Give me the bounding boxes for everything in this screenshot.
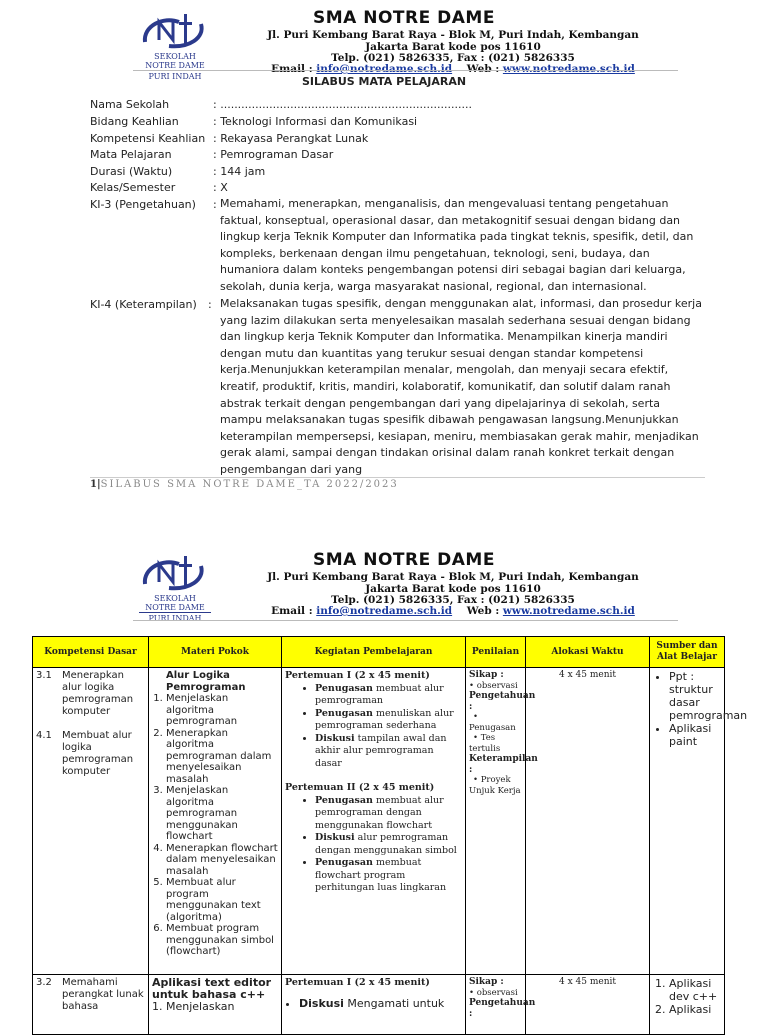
kd-number: 4.1 — [36, 730, 52, 741]
page-title: SILABUS MATA PELAJARAN — [301, 75, 467, 88]
letterhead-2 — [133, 550, 678, 640]
kegiatan-cell — [282, 975, 466, 1035]
phone-line: Telp. (021) 5826335, Fax : (021) 5826335 — [331, 52, 575, 64]
sikap-label: Sikap : — [469, 670, 504, 680]
web-label: Web : — [466, 63, 500, 75]
kd-text: Memahami perangkat lunak bahasa — [62, 977, 144, 1012]
school-logo — [133, 554, 223, 630]
page-footer: 1|SILABUS SMA NOTRE DAME_TA 2022/2023 — [90, 479, 399, 490]
footer-text: SILABUS SMA NOTRE DAME_TA 2022/2023 — [100, 479, 399, 490]
header-penilaian: Penilaian — [466, 637, 526, 668]
contact-line — [233, 605, 673, 617]
school-logo-icon — [139, 12, 211, 52]
school-name: SMA NOTRE DAME — [313, 8, 495, 28]
kd-number: 3.1 — [36, 670, 52, 681]
kd-text: Membuat alur logika pemrograman komputer — [62, 730, 134, 777]
field-label: Nama Sekolah — [90, 98, 170, 111]
web-link[interactable]: www.notredame.sch.id — [502, 605, 635, 617]
materi-list — [152, 693, 278, 958]
ki4-label: KI-4 (Keterampilan) — [90, 298, 197, 311]
table-header-row — [33, 637, 725, 668]
field-label: Durasi (Waktu) — [90, 165, 173, 178]
web-label: Web : — [466, 605, 500, 617]
meeting-title: Pertemuan II (2 x 45 menit) — [285, 782, 435, 793]
header-kompetensi-dasar: Kompetensi Dasar — [33, 637, 149, 668]
field-value: : Teknologi Informasi dan Komunikasi — [213, 115, 418, 128]
list-item: 1. Menjelaskan — [166, 1001, 278, 1013]
pengetahuan-label: Pengetahuan : — [469, 998, 536, 1019]
ki4-colon: : — [208, 298, 212, 311]
keterampilan-label: Keterampilan : — [469, 754, 538, 775]
sumber-list — [653, 977, 721, 1016]
materi-title: Aplikasi text editor untuk bahasa c++ — [152, 976, 272, 1001]
header-materi-pokok: Materi Pokok — [149, 637, 282, 668]
logo-text-1: SEKOLAH — [154, 594, 196, 603]
list-item: • Penugasan menuliskan alur pemrograman sederhana — [315, 708, 462, 733]
list-item: • Diskusi Mengamati untuk — [299, 998, 462, 1011]
ki4-text: Melaksanakan tugas spesifik, dengan menggunakan alat, informasi, dan prosedur kerja yang lazim dilakukan serta menyelesaikan masalah sederhana sesuai dengan bidang dan lingkup kerja Teknik Komputer dan Informatika. Menampilkan kinerja mandiri dengan mutu dan kuantitas yang terukur sesuai dengan standar kompetensi kerja.Menunjukkan keterampilan menalar, mengolah, dan menyaji secara efektif, kreatif, produktif, kritis, mandiri, kolaboratif, komunikatif, dan solutif dalam ranah abstrak terkait dengan pengembangan dari yang dipelajarinya di sekolah, serta mampu melaksanakan tugas spesifik dibawah pengawasan langsung.Menunjukkan keterampilan mempersepsi, kesiapan, meniru, membiasakan gerak mahir, menjadikan gerak alami, sampai dengan tindakan orisinal dalam ranah konkret terkait dengan pengembangan dari yang — [220, 297, 702, 476]
ki3-label: KI-3 (Pengetahuan) — [90, 198, 196, 211]
syllabus-table — [32, 636, 748, 1035]
kd-cell — [33, 975, 149, 1035]
field-value: : Rekayasa Perangkat Lunak — [213, 132, 369, 145]
field-value: : X — [213, 181, 228, 194]
alokasi-cell: 4 x 45 menit — [526, 975, 650, 1035]
list-item: 6. Membuat program menggunakan simbol (flowchart) — [166, 923, 278, 958]
keterampilan-item: • Proyek Unjuk Kerja — [469, 775, 521, 796]
school-logo-icon — [139, 554, 211, 594]
list-item: • Ppt : struktur dasar pemrograman — [669, 670, 721, 722]
penilaian-cell — [466, 975, 536, 1035]
materi-list — [152, 1001, 278, 1013]
materi-cell — [149, 668, 282, 975]
letterhead-divider — [133, 620, 678, 621]
logo-text-3: PURI INDAH — [148, 614, 202, 623]
address-line-2: Jakarta Barat kode pos 11610 — [365, 41, 541, 53]
list-item: 4. Menerapkan flowchart dalam menyelesaikan masalah — [166, 843, 278, 878]
header-sumber: Sumber dan Alat Belajar — [650, 637, 725, 668]
address-line-1: Jl. Puri Kembang Barat Raya - Blok M, Puri Indah, Kembangan — [267, 571, 639, 583]
field-value: : 144 jam — [213, 165, 266, 178]
field-label: Kompetensi Keahlian — [90, 132, 206, 145]
sumber-list — [653, 670, 748, 748]
footer-rule — [90, 477, 705, 478]
web-link[interactable]: www.notredame.sch.id — [502, 63, 635, 75]
field-label: Bidang Keahlian — [90, 115, 179, 128]
table-row — [33, 975, 725, 1035]
contact-line — [233, 63, 673, 75]
sumber-cell — [650, 975, 725, 1035]
logo-text-3: PURI INDAH — [148, 72, 202, 81]
list-item: 2. Menerapkan algoritma pemrograman dalam menyelesaikan masalah — [166, 728, 278, 786]
ki3-text: Memahami, menerapkan, menganalisis, dan mengevaluasi tentang pengetahuan faktual, konseptual, operasional dasar, dan metakognitif sesuai dengan bidang dan lingkup kerja Teknik Komputer dan Informatika pada tingkat teknis, spesifik, detil, dan kompleks, berkenaan dengan ilmu pengetahuan, teknologi, seni, budaya, dan humaniora dalam konteks pengembangan potensi diri sebagai bagian dari keluarga, sekolah, dunia kerja, warga masyarakat nasional, regional, dan internasional. — [220, 197, 694, 293]
sumber-cell — [650, 668, 748, 975]
header-kegiatan: Kegiatan Pembelajaran — [282, 637, 466, 668]
activity-list — [285, 998, 462, 1011]
email-link[interactable]: info@notredame.sch.id — [316, 605, 453, 617]
kegiatan-cell — [282, 668, 466, 975]
list-item: • Diskusi alur pemrograman dengan menggunakan simbol — [315, 832, 462, 857]
address-line-2: Jakarta Barat kode pos 11610 — [365, 583, 541, 595]
ki3-colon: : — [213, 198, 217, 211]
logo-text-1: SEKOLAH — [154, 52, 196, 61]
field-value: : Pemrograman Dasar — [213, 148, 334, 161]
kd-number: 3.2 — [36, 977, 52, 988]
field-label: Mata Pelajaran — [90, 148, 172, 161]
activity-list — [285, 683, 462, 771]
list-item: • Aplikasi paint — [669, 722, 721, 748]
school-name: SMA NOTRE DAME — [313, 550, 495, 570]
penilaian-cell — [466, 668, 538, 975]
email-label: Email : — [271, 63, 313, 75]
list-item: 1. Menjelaskan algoritma pemrograman — [166, 693, 278, 728]
meeting-title: Pertemuan I (2 x 45 menit) — [285, 670, 430, 681]
list-item: 5. Membuat alur program menggunakan text (algoritma) — [166, 877, 278, 923]
page-number: 1 — [90, 479, 97, 490]
list-item: • Diskusi tampilan awal dan akhir alur pemrograman dasar — [315, 733, 462, 771]
list-item: 2. Aplikasi — [669, 1003, 721, 1016]
sikap-item: • observasi — [469, 680, 518, 691]
address-line-1: Jl. Puri Kembang Barat Raya - Blok M, Puri Indah, Kembangan — [267, 29, 639, 41]
pengetahuan-item: • Penugasan — [469, 712, 516, 733]
pengetahuan-item: • Tes tertulis — [469, 733, 501, 754]
field-label: Kelas/Semester — [90, 181, 176, 194]
field-value: : ........................................................................ — [213, 98, 472, 111]
email-label: Email : — [271, 605, 313, 617]
sikap-label: Sikap : — [469, 977, 504, 987]
list-item: 3. Menjelaskan algoritma pemrograman menggunakan flowchart — [166, 785, 278, 843]
logo-rule — [139, 612, 211, 613]
sikap-item: • observasi — [469, 987, 518, 998]
kd-text: Menerapkan alur logika pemrograman komputer — [62, 670, 134, 717]
phone-line: Telp. (021) 5826335, Fax : (021) 5826335 — [331, 594, 575, 606]
letterhead-divider — [133, 70, 678, 71]
logo-text-2: NOTRE DAME — [145, 603, 205, 612]
meeting-title: Pertemuan I (2 x 45 menit) — [285, 977, 430, 988]
list-item: • Penugasan membuat alur pemrograman — [315, 683, 462, 708]
list-item: 1. Aplikasi dev c++ — [669, 977, 721, 1003]
materi-title: Alur Logika Pemrograman — [166, 670, 246, 693]
pengetahuan-label: Pengetahuan : — [469, 691, 536, 712]
email-link[interactable]: info@notredame.sch.id — [316, 63, 453, 75]
materi-cell — [149, 975, 282, 1035]
list-item: • Penugasan membuat alur pemrograman dengan menggunakan flowchart — [315, 795, 462, 833]
table-row — [33, 668, 725, 975]
header-alokasi-waktu: Alokasi Waktu — [526, 637, 650, 668]
list-item: • Penugasan membuat flowchart program perhitungan luas lingkaran — [315, 857, 462, 895]
logo-text-2: NOTRE DAME — [145, 61, 205, 70]
alokasi-cell: 4 x 45 menit — [526, 668, 650, 975]
activity-list — [285, 795, 462, 895]
kd-cell — [33, 668, 149, 975]
